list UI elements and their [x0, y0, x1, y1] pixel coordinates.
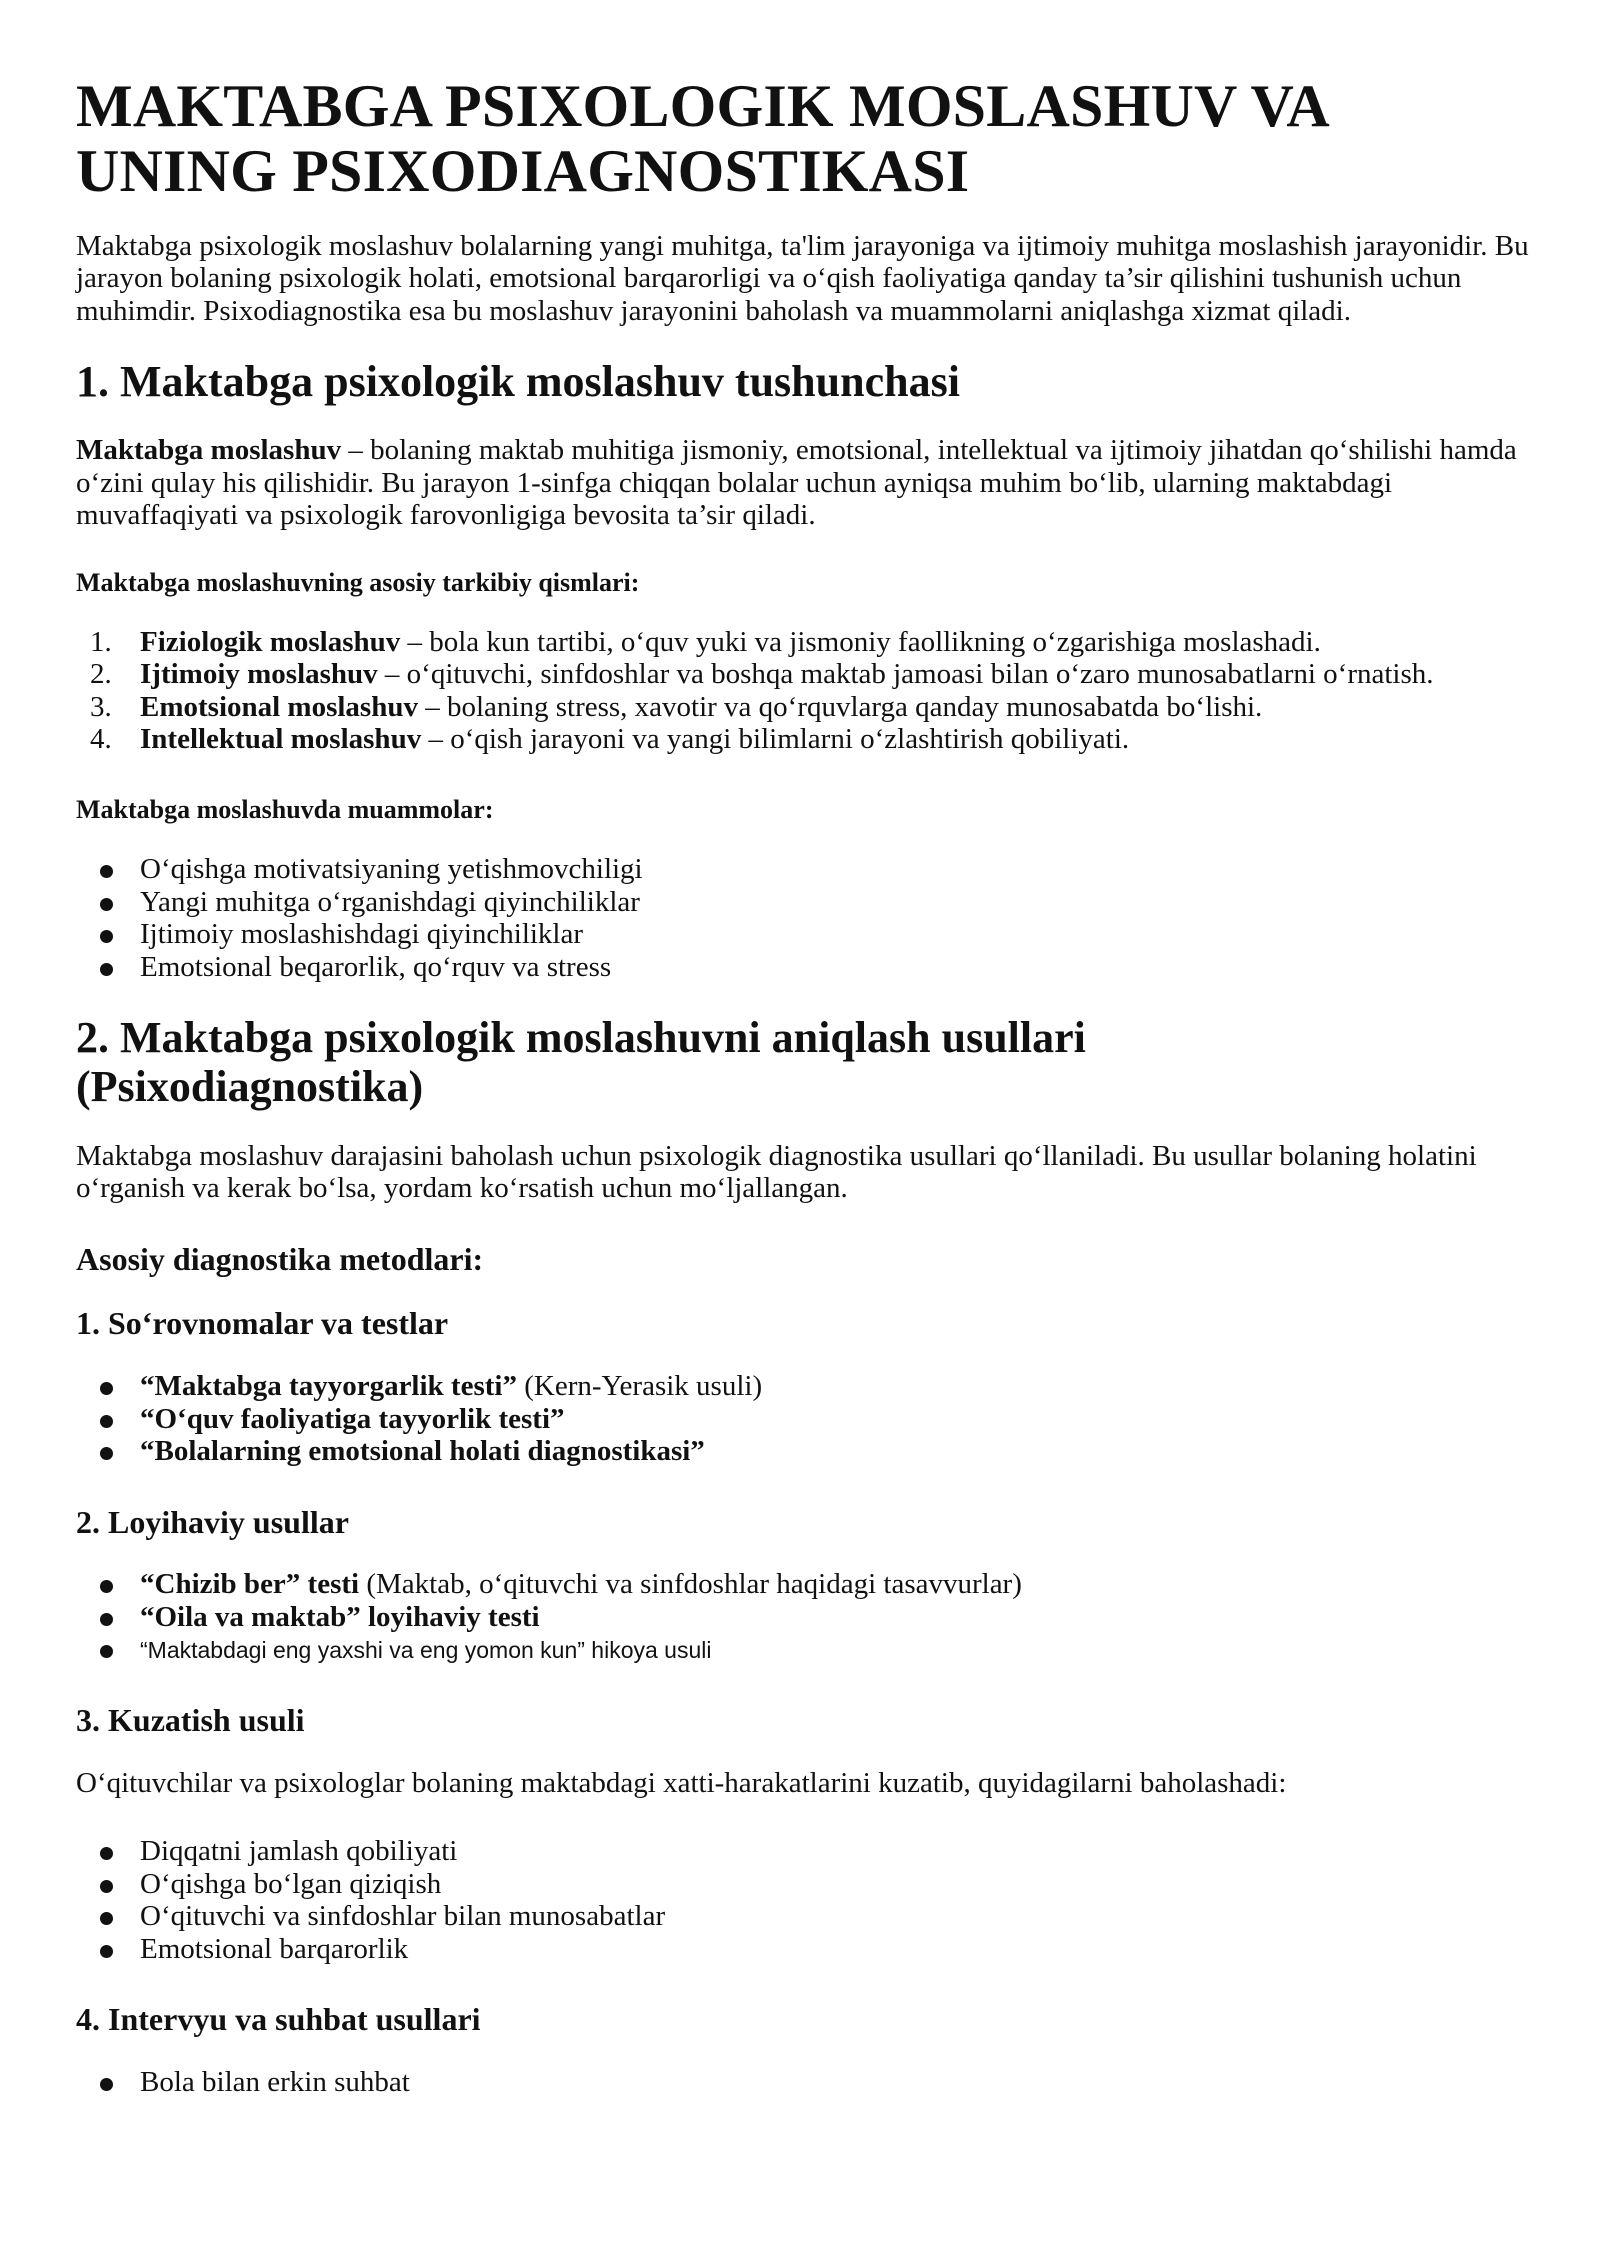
list-item [76, 1868, 1530, 1900]
list-item-text: – bola kun tartibi, o‘quv yuki va jismoniy faollikning o‘zgarishiga moslashadi. [400, 625, 1321, 658]
list-item [76, 1900, 1530, 1932]
list-item-term: Emotsional moslashuv [140, 690, 418, 723]
components-heading: Maktabga moslashuvning asosiy tarkibiy qismlari: [76, 567, 640, 597]
bullet-icon [100, 1945, 113, 1958]
list-item-text: O‘qishga motivatsiyaning yetishmovchiligi [140, 853, 643, 886]
list-item-text: – o‘qish jarayoni va yangi bilimlarni o‘zlashtirish qobiliyati. [421, 722, 1130, 755]
components-list [76, 626, 1530, 756]
surveys-list [76, 1370, 1530, 1467]
list-item [76, 1370, 1530, 1402]
intro-paragraph: Maktabga psixologik moslashuv bolalarning yangi muhitga, ta'lim jarayoniga va ijtimoiy muhitga moslashish jarayonidir. Bu jarayon bolaning psixologik holati, emotsional barqarorligi va o‘qish faoliyatiga qanday ta’sir qilishini tushunish uchun muhimdir. Psixodiagnostika esa bu moslashuv jarayonini baholash va muammolarni aniqlashga xizmat qiladi. [76, 229, 1529, 327]
problems-heading: Maktabga moslashuvda muammolar: [76, 795, 494, 825]
list-item [76, 1403, 1530, 1435]
list-item [76, 691, 1530, 723]
section-1-heading: 1. Maktabga psixologik moslashuv tushunchasi [76, 357, 960, 406]
list-item-term: “Bolalarning emotsional holati diagnostikasi” [140, 1435, 705, 1468]
list-number: 2. [90, 658, 112, 691]
bullet-icon [100, 1645, 113, 1658]
definition-paragraph [76, 434, 1530, 531]
surveys-heading: 1. So‘rovnomalar va testlar [76, 1305, 449, 1342]
bullet-icon [100, 1912, 113, 1925]
list-item [76, 2066, 1530, 2098]
list-item [76, 1835, 1530, 1867]
observation-heading: 3. Kuzatish usuli [76, 1701, 305, 1738]
list-item-text: – bolaning stress, xavotir va qo‘rquvlarga qanday munosabatda bo‘lishi. [417, 690, 1263, 723]
definition-term: Maktabga moslashuv [76, 434, 342, 467]
list-number: 1. [90, 625, 112, 658]
list-item-text: “Maktabdagi eng yaxshi va eng yomon kun” hikoya usuli [140, 1637, 712, 1664]
list-item [76, 853, 1530, 885]
list-item-text: Yangi muhitga o‘rganishdagi qiyinchiliklar [140, 885, 640, 918]
interview-list [76, 2066, 1530, 2098]
list-item [76, 1601, 1530, 1633]
definition-text: – bolaning maktab muhitiga jismoniy, emotsional, intellektual va ijtimoiy jihatdan qo‘shilishi hamda o‘zini qulay his qilishidir. Bu jarayon 1-sinfga chiqqan bolalar uchun ayniqsa muhim bo‘lib, ularning maktabdagi muvaffaqiyati va psixologik farovonligiga bevosita ta’sir qiladi. [76, 434, 1517, 532]
list-item [76, 658, 1530, 690]
document-title: MAKTABGA PSIXOLOGIK MOSLASHUV VA UNING PSIXODIAGNOSTIKASI [76, 73, 1327, 204]
projective-list [76, 1568, 1530, 1665]
section-2-intro: Maktabga moslashuv darajasini baholash uchun psixologik diagnostika usullari qo‘llaniladi. Bu usullar bolaning holatini o‘rganish va kerak bo‘lsa, yordam ko‘rsatish uchun mo‘ljallangan. [76, 1139, 1477, 1205]
observation-list [76, 1835, 1530, 1965]
bullet-icon [100, 2078, 113, 2091]
list-item-text: Emotsional barqarorlik [140, 1932, 409, 1965]
problems-list [76, 853, 1530, 983]
bullet-icon [100, 1847, 113, 1860]
list-item-text: Diqqatni jamlash qobiliyati [140, 1835, 458, 1868]
list-item-term: Fiziologik moslashuv [140, 625, 401, 658]
list-item-term: Intellektual moslashuv [140, 722, 422, 755]
projective-heading: 2. Loyihaviy usullar [76, 1503, 349, 1540]
list-item [76, 626, 1530, 658]
list-item-term: “O‘quv faoliyatiga tayyorlik testi” [140, 1402, 565, 1435]
bullet-icon [100, 1382, 113, 1395]
bullet-icon [100, 930, 113, 943]
list-item-text: Bola bilan erkin suhbat [140, 2065, 410, 2098]
list-item-text: Ijtimoiy moslashishdagi qiyinchiliklar [140, 918, 584, 951]
list-item-text: O‘qishga bo‘lgan qiziqish [140, 1867, 442, 1900]
methods-heading: Asosiy diagnostika metodlari: [76, 1240, 484, 1277]
bullet-icon [100, 1880, 113, 1893]
bullet-icon [100, 1447, 113, 1460]
list-item-term: “Maktabga tayyorgarlik testi” [140, 1370, 517, 1403]
list-number: 3. [90, 690, 112, 723]
section-2-heading: 2. Maktabga psixologik moslashuvni aniqlash usullari (Psixodiagnostika) [76, 1013, 1086, 1112]
list-item-term: Ijtimoiy moslashuv [140, 658, 378, 691]
list-item [76, 1568, 1530, 1600]
bullet-icon [100, 1415, 113, 1428]
list-item [76, 1633, 1530, 1665]
list-item [76, 886, 1530, 918]
list-item-text: O‘qituvchi va sinfdoshlar bilan munosabatlar [140, 1900, 666, 1933]
list-item [76, 951, 1530, 983]
list-item-text: Emotsional beqarorlik, qo‘rquv va stress [140, 950, 612, 983]
bullet-icon [100, 1580, 113, 1593]
list-item-term: “Oila va maktab” loyihaviy testi [140, 1600, 540, 1633]
bullet-icon [100, 1613, 113, 1626]
list-number: 4. [90, 722, 112, 755]
bullet-icon [100, 898, 113, 911]
list-item-text: (Kern-Yerasik usuli) [516, 1370, 763, 1403]
list-item-term: “Chizib ber” testi [140, 1568, 360, 1601]
list-item [76, 918, 1530, 950]
observation-intro: O‘qituvchilar va psixologlar bolaning maktabdagi xatti-harakatlarini kuzatib, quyidagilarni baholashadi: [76, 1766, 1287, 1799]
list-item-text: (Maktab, o‘qituvchi va sinfdoshlar haqidagi tasavvurlar) [359, 1568, 1022, 1601]
bullet-icon [100, 963, 113, 976]
list-item [76, 1435, 1530, 1467]
list-item-text: – o‘qituvchi, sinfdoshlar va boshqa maktab jamoasi bilan o‘zaro munosabatlarni o‘rnatish. [377, 658, 1434, 691]
interview-heading: 4. Intervyu va suhbat usullari [76, 2001, 481, 2038]
list-item [76, 723, 1530, 755]
bullet-icon [100, 865, 113, 878]
list-item [76, 1933, 1530, 1965]
